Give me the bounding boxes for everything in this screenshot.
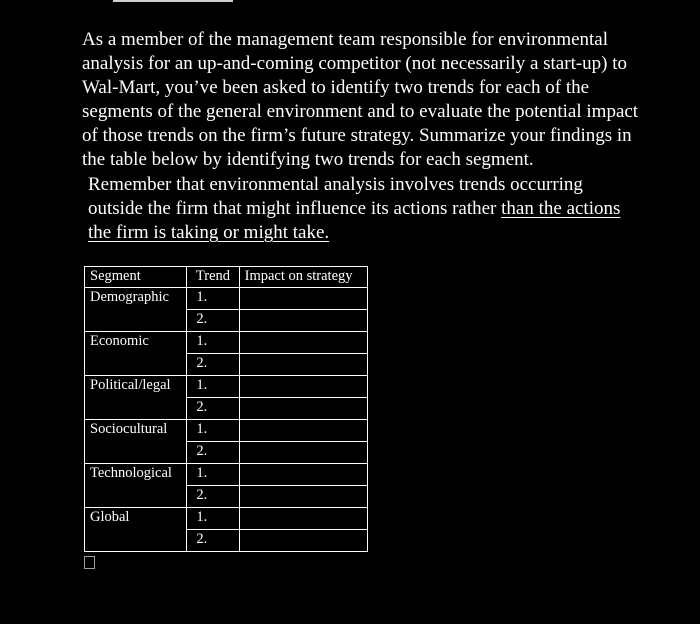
impact-cell[interactable]: [239, 288, 367, 310]
trend-cell: 1.: [187, 332, 239, 354]
impact-cell[interactable]: [239, 354, 367, 376]
answer-checkbox[interactable]: [84, 556, 95, 569]
top-divider: [113, 0, 233, 2]
trend-cell: 1.: [187, 376, 239, 398]
trend-cell: 1.: [187, 420, 239, 442]
trend-table: [84, 266, 368, 552]
trend-cell: 2.: [187, 442, 239, 464]
header-segment: Segment: [85, 267, 187, 288]
trend-cell: 1.: [187, 508, 239, 530]
impact-cell[interactable]: [239, 310, 367, 332]
segment-technological: Technological: [85, 464, 187, 508]
segment-demographic: Demographic: [85, 288, 187, 332]
impact-cell[interactable]: [239, 442, 367, 464]
impact-cell[interactable]: [239, 530, 367, 552]
table-row: [85, 288, 368, 310]
segment-sociocultural: Sociocultural: [85, 420, 187, 464]
trend-cell: 1.: [187, 464, 239, 486]
question-paragraph-2: [82, 173, 642, 245]
question-paragraph-2-last: than the actions the firm is taking or might take.: [88, 197, 621, 243]
header-impact: Impact on strategy: [239, 267, 367, 288]
impact-cell[interactable]: [239, 376, 367, 398]
trend-cell: 2.: [187, 530, 239, 552]
impact-cell[interactable]: [239, 486, 367, 508]
table-row: [85, 332, 368, 354]
impact-cell[interactable]: [239, 464, 367, 486]
segment-global: Global: [85, 508, 187, 552]
impact-cell[interactable]: [239, 332, 367, 354]
table-row: [85, 420, 368, 442]
trend-cell: 2.: [187, 310, 239, 332]
segment-economic: Economic: [85, 332, 187, 376]
trend-cell: 2.: [187, 398, 239, 420]
impact-cell[interactable]: [239, 508, 367, 530]
question-paragraph-1: As a member of the management team responsible for environmental analysis for an up-and-coming competitor (not necessarily a start-up) to Wal-Mart, you’ve been asked to identify two trends for each of the segments of the general environment and to evaluate the potential impact of those trends on the firm’s future strategy. Summarize your findings in the table below by identifying two trends for each segment.: [82, 29, 639, 171]
trend-cell: 1.: [187, 288, 239, 310]
impact-cell[interactable]: [239, 398, 367, 420]
trend-cell: 2.: [187, 486, 239, 508]
question-paragraph-2-main: Remember that environmental analysis involves trends occurring outside the firm that might influence its actions rather: [88, 173, 583, 219]
table-row: [85, 508, 368, 530]
impact-cell[interactable]: [239, 420, 367, 442]
header-trend: Trend: [187, 267, 239, 288]
trend-cell: 2.: [187, 354, 239, 376]
segment-political-legal: Political/legal: [85, 376, 187, 420]
table-row: [85, 376, 368, 398]
table-row: [85, 464, 368, 486]
question-text: [82, 28, 642, 245]
table-header-row: [85, 267, 368, 288]
